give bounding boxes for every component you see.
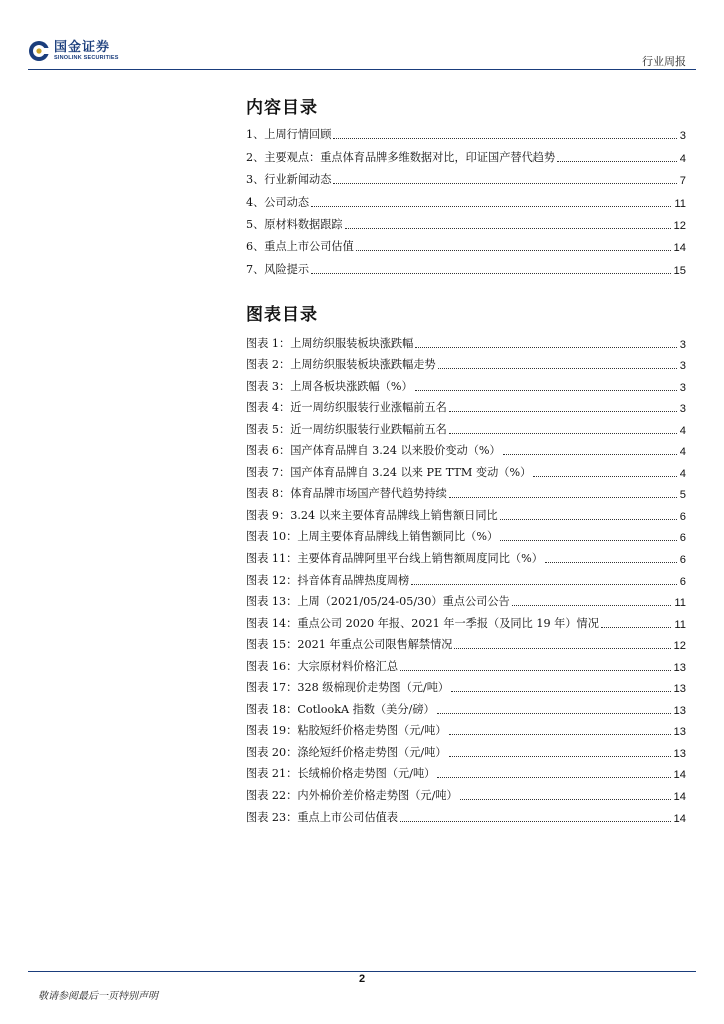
figure-entry-title: 图表 7：国产体育品牌自 3.24 以来 PE TTM 变动（%） [246,465,532,479]
figure-entry[interactable] [246,609,686,631]
toc-entry-page: 12 [673,219,686,232]
dot-leader [449,734,671,735]
toc-entry-title: 2、主要观点：重点体育品牌多维数据对比，印证国产替代趋势 [246,150,556,164]
figure-entry-page: 11 [674,597,686,610]
toc-entry-page: 11 [674,197,686,210]
figure-entry[interactable] [246,501,686,523]
dot-leader [437,713,671,714]
toc-entry[interactable] [246,232,686,254]
figure-entry[interactable] [246,803,686,825]
figure-entry-title: 图表 15：2021 年重点公司限售解禁情况 [246,638,453,652]
figure-entry-page: 3 [679,360,686,373]
dot-leader [500,519,677,520]
dot-leader [449,411,677,412]
figure-entry[interactable] [246,631,686,653]
dot-leader [557,161,677,162]
figure-entry[interactable] [246,415,686,437]
figure-entry[interactable] [246,695,686,717]
dot-leader [454,648,670,649]
figure-entry[interactable] [246,544,686,566]
footer-divider [28,971,696,972]
header-divider [28,69,696,70]
dot-leader [415,347,676,348]
figure-entry-page: 13 [673,661,686,674]
figure-entry-title: 图表 8：体育品牌市场国产替代趋势持续 [246,487,447,501]
dot-leader [451,691,670,692]
figure-entry-page: 4 [679,446,686,459]
dot-leader [356,250,671,251]
dot-leader [601,627,671,628]
toc-entry-title: 5、原材料数据跟踪 [246,217,343,231]
dot-leader [411,584,677,585]
figure-entry-page: 3 [679,403,686,416]
figure-entry-title: 图表 20：涤纶短纤价格走势图（元/吨） [246,745,447,759]
figure-entry[interactable] [246,394,686,416]
figure-entry-page: 6 [679,554,686,567]
figures-title: 图表目录 [246,305,318,325]
toc-entry[interactable] [246,142,686,164]
sinolink-logo-icon [28,40,50,62]
figure-entry[interactable] [246,738,686,760]
dot-leader [503,454,677,455]
figure-entry[interactable] [246,588,686,610]
dot-leader [449,497,677,498]
figure-entry-title: 图表 9：3.24 以来主要体育品牌线上销售额日同比 [246,508,498,522]
dot-leader [460,799,671,800]
toc-entry[interactable] [246,120,686,142]
figure-entry-page: 12 [673,640,686,653]
figure-entry-page: 6 [679,575,686,588]
dot-leader [533,476,676,477]
toc-entry-page: 3 [679,130,686,143]
figure-entry-title: 图表 3：上周各板块涨跌幅（%） [246,379,413,393]
figure-entry[interactable] [246,781,686,803]
figures-list [246,329,686,825]
toc-entry-page: 14 [673,242,686,255]
figure-entry-title: 图表 14：重点公司 2020 年报、2021 年一季报（及同比 19 年）情况 [246,616,599,630]
figure-entry[interactable] [246,652,686,674]
dot-leader [438,368,677,369]
figure-entry[interactable] [246,480,686,502]
toc-entry[interactable] [246,165,686,187]
figure-entry-page: 6 [679,532,686,545]
figure-entry-page: 13 [673,726,686,739]
figure-entry-title: 图表 11：主要体育品牌阿里平台线上销售额周度同比（%） [246,552,543,566]
dot-leader [311,273,670,274]
dot-leader [400,821,671,822]
figure-entry-page: 3 [679,381,686,394]
figure-entry-title: 图表 19：粘胶短纤价格走势图（元/吨） [246,724,447,738]
dot-leader [311,206,671,207]
figure-entry-page: 13 [673,704,686,717]
figure-entry-title: 图表 23：重点上市公司估值表 [246,810,399,824]
toc-entry-title: 3、行业新闻动态 [246,173,332,187]
toc-entry-title: 1、上周行情回顾 [246,128,332,142]
figure-entry[interactable] [246,372,686,394]
figure-entry[interactable] [246,760,686,782]
toc-entry-title: 6、重点上市公司估值 [246,240,354,254]
toc-entry-title: 4、公司动态 [246,195,310,209]
figure-entry[interactable] [246,351,686,373]
figure-entry-title: 图表 2：上周纺织服装板块涨跌幅走势 [246,358,436,372]
company-logo [28,40,119,62]
toc-entry[interactable] [246,187,686,209]
figure-entry-page: 6 [679,510,686,523]
page-number: 2 [358,973,366,985]
figure-entry-title: 图表 22：内外棉价差价格走势图（元/吨） [246,789,458,803]
dot-leader [449,433,677,434]
figure-entry-page: 13 [673,683,686,696]
logo-english-name: SINOLINK SECURITIES [54,54,119,61]
logo-chinese-name: 国金证券 [54,39,111,55]
figure-entry-page: 13 [673,747,686,760]
figure-entry-page: 5 [679,489,686,502]
dot-leader [545,562,677,563]
figure-entry-title: 图表 21：长绒棉价格走势图（元/吨） [246,767,436,781]
dot-leader [415,390,677,391]
figure-entry-title: 图表 6：国产体育品牌自 3.24 以来股价变动（%） [246,444,501,458]
figure-entry[interactable] [246,674,686,696]
dot-leader [449,756,671,757]
figure-entry-title: 图表 1：上周纺织服装板块涨跌幅 [246,336,414,350]
figure-entry-title: 图表 13：上周（2021/05/24-05/30）重点公司公告 [246,595,510,609]
figure-entry-page: 14 [673,769,686,782]
figure-entry[interactable] [246,458,686,480]
toc-entry-page: 4 [679,152,686,165]
figure-entry-page: 4 [679,467,686,480]
figure-entry-title: 图表 17：328 级棉现价走势图（元/吨） [246,681,450,695]
figure-entry-page: 4 [679,424,686,437]
contents-list [246,120,686,277]
contents-title: 内容目录 [246,98,318,118]
figure-entry-title: 图表 16：大宗原材料价格汇总 [246,659,399,673]
figure-entry[interactable] [246,717,686,739]
toc-entry-page: 15 [673,264,686,277]
dot-leader [333,183,676,184]
toc-entry[interactable] [246,210,686,232]
figure-entry-title: 图表 12：抖音体育品牌热度周榜 [246,573,410,587]
figure-entry-page: 11 [674,618,686,631]
dot-leader [345,228,671,229]
figure-entry-page: 3 [679,338,686,351]
figure-entry[interactable] [246,566,686,588]
figure-entry-title: 图表 5：近一周纺织服装行业跌幅前五名 [246,422,447,436]
figure-entry[interactable] [246,523,686,545]
report-type: 行业周报 [642,55,686,68]
dot-leader [500,540,677,541]
dot-leader [512,605,672,606]
toc-entry-page: 7 [679,175,686,188]
figure-entry-page: 14 [673,812,686,825]
toc-entry[interactable] [246,254,686,276]
dot-leader [333,138,676,139]
dot-leader [437,777,670,778]
toc-entry-title: 7、风险提示 [246,262,310,276]
figure-entry-title: 图表 18：CotlookA 指数（美分/磅） [246,702,435,716]
figure-entry-title: 图表 4：近一周纺织服装行业涨幅前五名 [246,401,447,415]
figure-entry-page: 14 [673,791,686,804]
figure-entry[interactable] [246,329,686,351]
dot-leader [400,670,671,671]
figure-entry-title: 图表 10：上周主要体育品牌线上销售额同比（%） [246,530,499,544]
disclaimer-note: 敬请参阅最后一页特别声明 [38,991,158,1002]
figure-entry[interactable] [246,437,686,459]
page-header [0,0,724,72]
